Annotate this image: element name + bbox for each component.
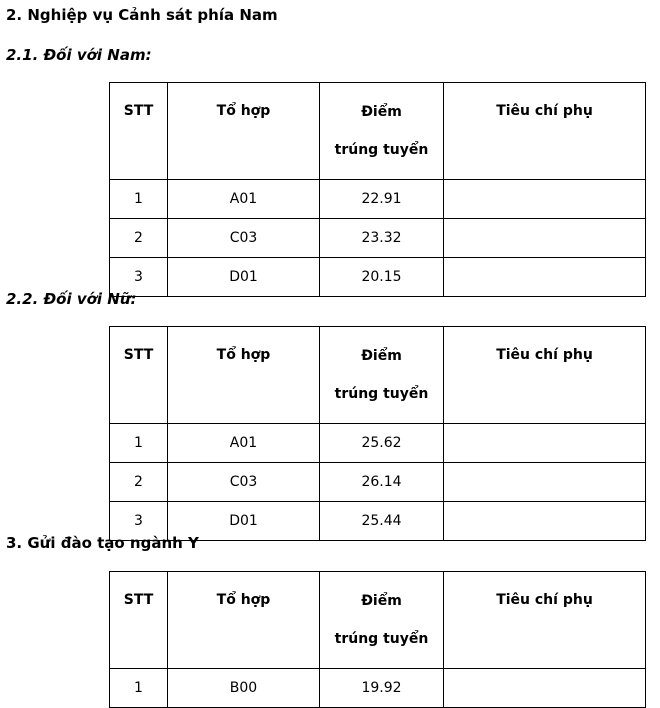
header-diem-line1: Điểm — [361, 593, 402, 609]
table-header-row — [110, 327, 646, 424]
cell-tieu-chi-phu — [444, 219, 646, 258]
section-2-2-heading: 2.2. Đối với Nữ: — [6, 290, 137, 308]
male-score-table — [109, 82, 646, 297]
cell-diem: 26.14 — [320, 463, 444, 502]
cell-to-hop: A01 — [168, 180, 320, 219]
cell-stt: 1 — [110, 669, 168, 708]
table-row — [110, 463, 646, 502]
female-score-table — [109, 326, 646, 541]
section-3-heading: 3. Gửi đào tạo ngành Y — [6, 534, 199, 552]
cell-to-hop: D01 — [168, 258, 320, 297]
table-row — [110, 180, 646, 219]
section-2-heading: 2. Nghiệp vụ Cảnh sát phía Nam — [6, 6, 278, 24]
header-tieu-chi-phu: Tiêu chí phụ — [444, 327, 646, 424]
header-diem-line2: trúng tuyển — [334, 386, 429, 402]
cell-to-hop: B00 — [168, 669, 320, 708]
cell-tieu-chi-phu — [444, 180, 646, 219]
cell-diem: 25.44 — [320, 502, 444, 541]
cell-to-hop: C03 — [168, 463, 320, 502]
cell-to-hop: A01 — [168, 424, 320, 463]
cell-stt: 3 — [110, 258, 168, 297]
cell-diem: 19.92 — [320, 669, 444, 708]
header-stt: STT — [110, 572, 168, 669]
table-header-row — [110, 83, 646, 180]
cell-stt: 3 — [110, 502, 168, 541]
header-diem-line1: Điểm — [361, 104, 402, 120]
cell-diem: 22.91 — [320, 180, 444, 219]
header-diem — [320, 83, 444, 180]
header-tieu-chi-phu: Tiêu chí phụ — [444, 83, 646, 180]
cell-tieu-chi-phu — [444, 502, 646, 541]
cell-diem: 20.15 — [320, 258, 444, 297]
cell-tieu-chi-phu — [444, 463, 646, 502]
cell-stt: 1 — [110, 424, 168, 463]
medical-score-table — [109, 571, 646, 708]
header-diem-line2: trúng tuyển — [334, 631, 429, 647]
table-header-row — [110, 572, 646, 669]
cell-tieu-chi-phu — [444, 424, 646, 463]
header-diem-line1: Điểm — [361, 348, 402, 364]
header-to-hop: Tổ hợp — [168, 572, 320, 669]
header-stt: STT — [110, 83, 168, 180]
table-row — [110, 669, 646, 708]
header-diem — [320, 572, 444, 669]
cell-to-hop: D01 — [168, 502, 320, 541]
header-to-hop: Tổ hợp — [168, 327, 320, 424]
header-diem — [320, 327, 444, 424]
header-stt: STT — [110, 327, 168, 424]
table-row — [110, 219, 646, 258]
cell-diem: 25.62 — [320, 424, 444, 463]
cell-stt: 2 — [110, 463, 168, 502]
cell-tieu-chi-phu — [444, 258, 646, 297]
cell-to-hop: C03 — [168, 219, 320, 258]
cell-diem: 23.32 — [320, 219, 444, 258]
table-row — [110, 258, 646, 297]
cell-stt: 1 — [110, 180, 168, 219]
header-diem-line2: trúng tuyển — [334, 142, 429, 158]
header-to-hop: Tổ hợp — [168, 83, 320, 180]
table-row — [110, 424, 646, 463]
header-tieu-chi-phu: Tiêu chí phụ — [444, 572, 646, 669]
cell-stt: 2 — [110, 219, 168, 258]
cell-tieu-chi-phu — [444, 669, 646, 708]
section-2-1-heading: 2.1. Đối với Nam: — [6, 46, 152, 64]
